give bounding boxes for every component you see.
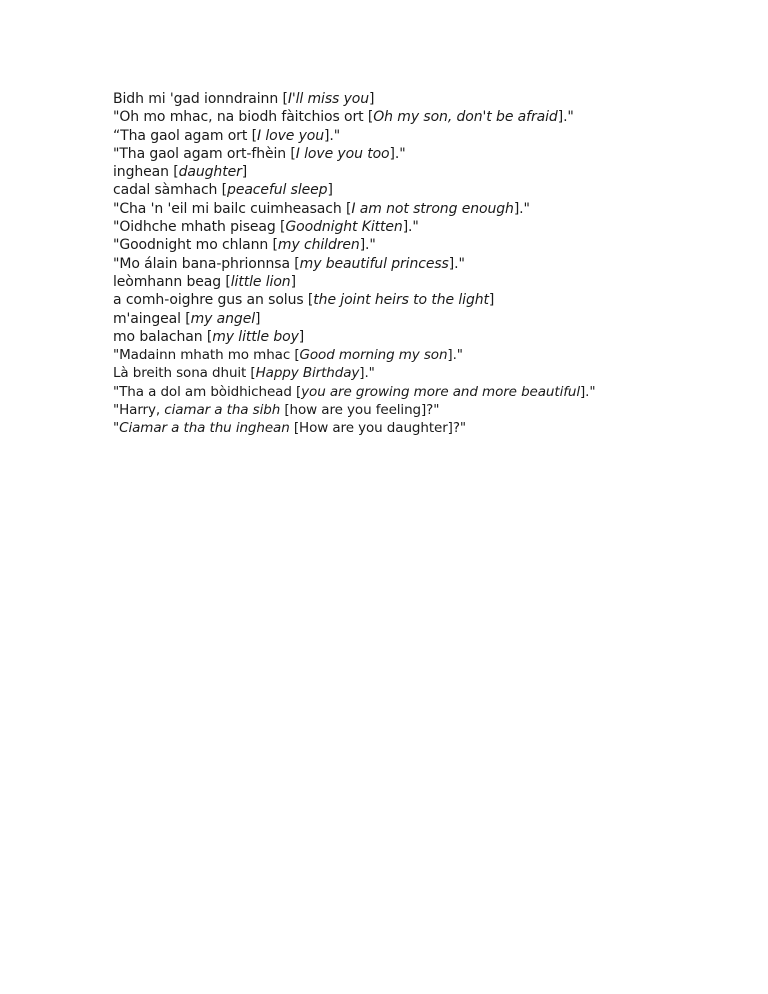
phrase-line-3: “Tha gaol agam ort [I love you]." bbox=[113, 127, 341, 144]
phrase-line-14: mo balachan [my little boy] bbox=[113, 328, 305, 345]
phrase-line-4: "Tha gaol agam ort-fhèin [I love you too]." bbox=[113, 145, 406, 162]
phrase-line-16: Là breith sona dhuit [Happy Birthday]." bbox=[113, 365, 375, 382]
phrase-line-12: a comh-oighre gus an solus [the joint heirs to the light] bbox=[113, 292, 495, 309]
phrase-line-1: Bidh mi 'gad ionndrainn [I'll miss you] bbox=[113, 91, 375, 107]
phrase-line-19: "Ciamar a tha thu inghean [How are you daughter]?" bbox=[113, 420, 467, 437]
phrase-line-15: "Madainn mhath mo mhac [Good morning my son]." bbox=[113, 347, 463, 364]
phrase-line-8: "Oidhche mhath piseag [Goodnight Kitten]." bbox=[113, 219, 419, 236]
phrase-line-9: "Goodnight mo chlann [my children]." bbox=[113, 237, 376, 254]
phrase-line-6: cadal sàmhach [peaceful sleep] bbox=[113, 182, 333, 199]
phrase-line-17: "Tha a dol am bòidhichead [you are growing more and more beautiful]." bbox=[113, 383, 596, 400]
document-body bbox=[113, 90, 733, 438]
phrase-line-13: m'aingeal [my angel] bbox=[113, 310, 261, 327]
phrase-line-7: "Cha 'n 'eil mi bailc cuimheasach [I am not strong enough]." bbox=[113, 200, 530, 217]
phrase-line-18: "Harry, ciamar a tha sibh [how are you feeling]?" bbox=[113, 402, 440, 419]
phrase-line-11: leòmhann beag [little lion] bbox=[113, 273, 296, 290]
phrase-line-10: "Mo álain bana-phrionnsa [my beautiful princess]." bbox=[113, 255, 465, 272]
phrase-line-2: "Oh mo mhac, na biodh fàitchios ort [Oh my son, don't be afraid]." bbox=[113, 109, 574, 126]
phrase-line-5: inghean [daughter] bbox=[113, 164, 248, 181]
